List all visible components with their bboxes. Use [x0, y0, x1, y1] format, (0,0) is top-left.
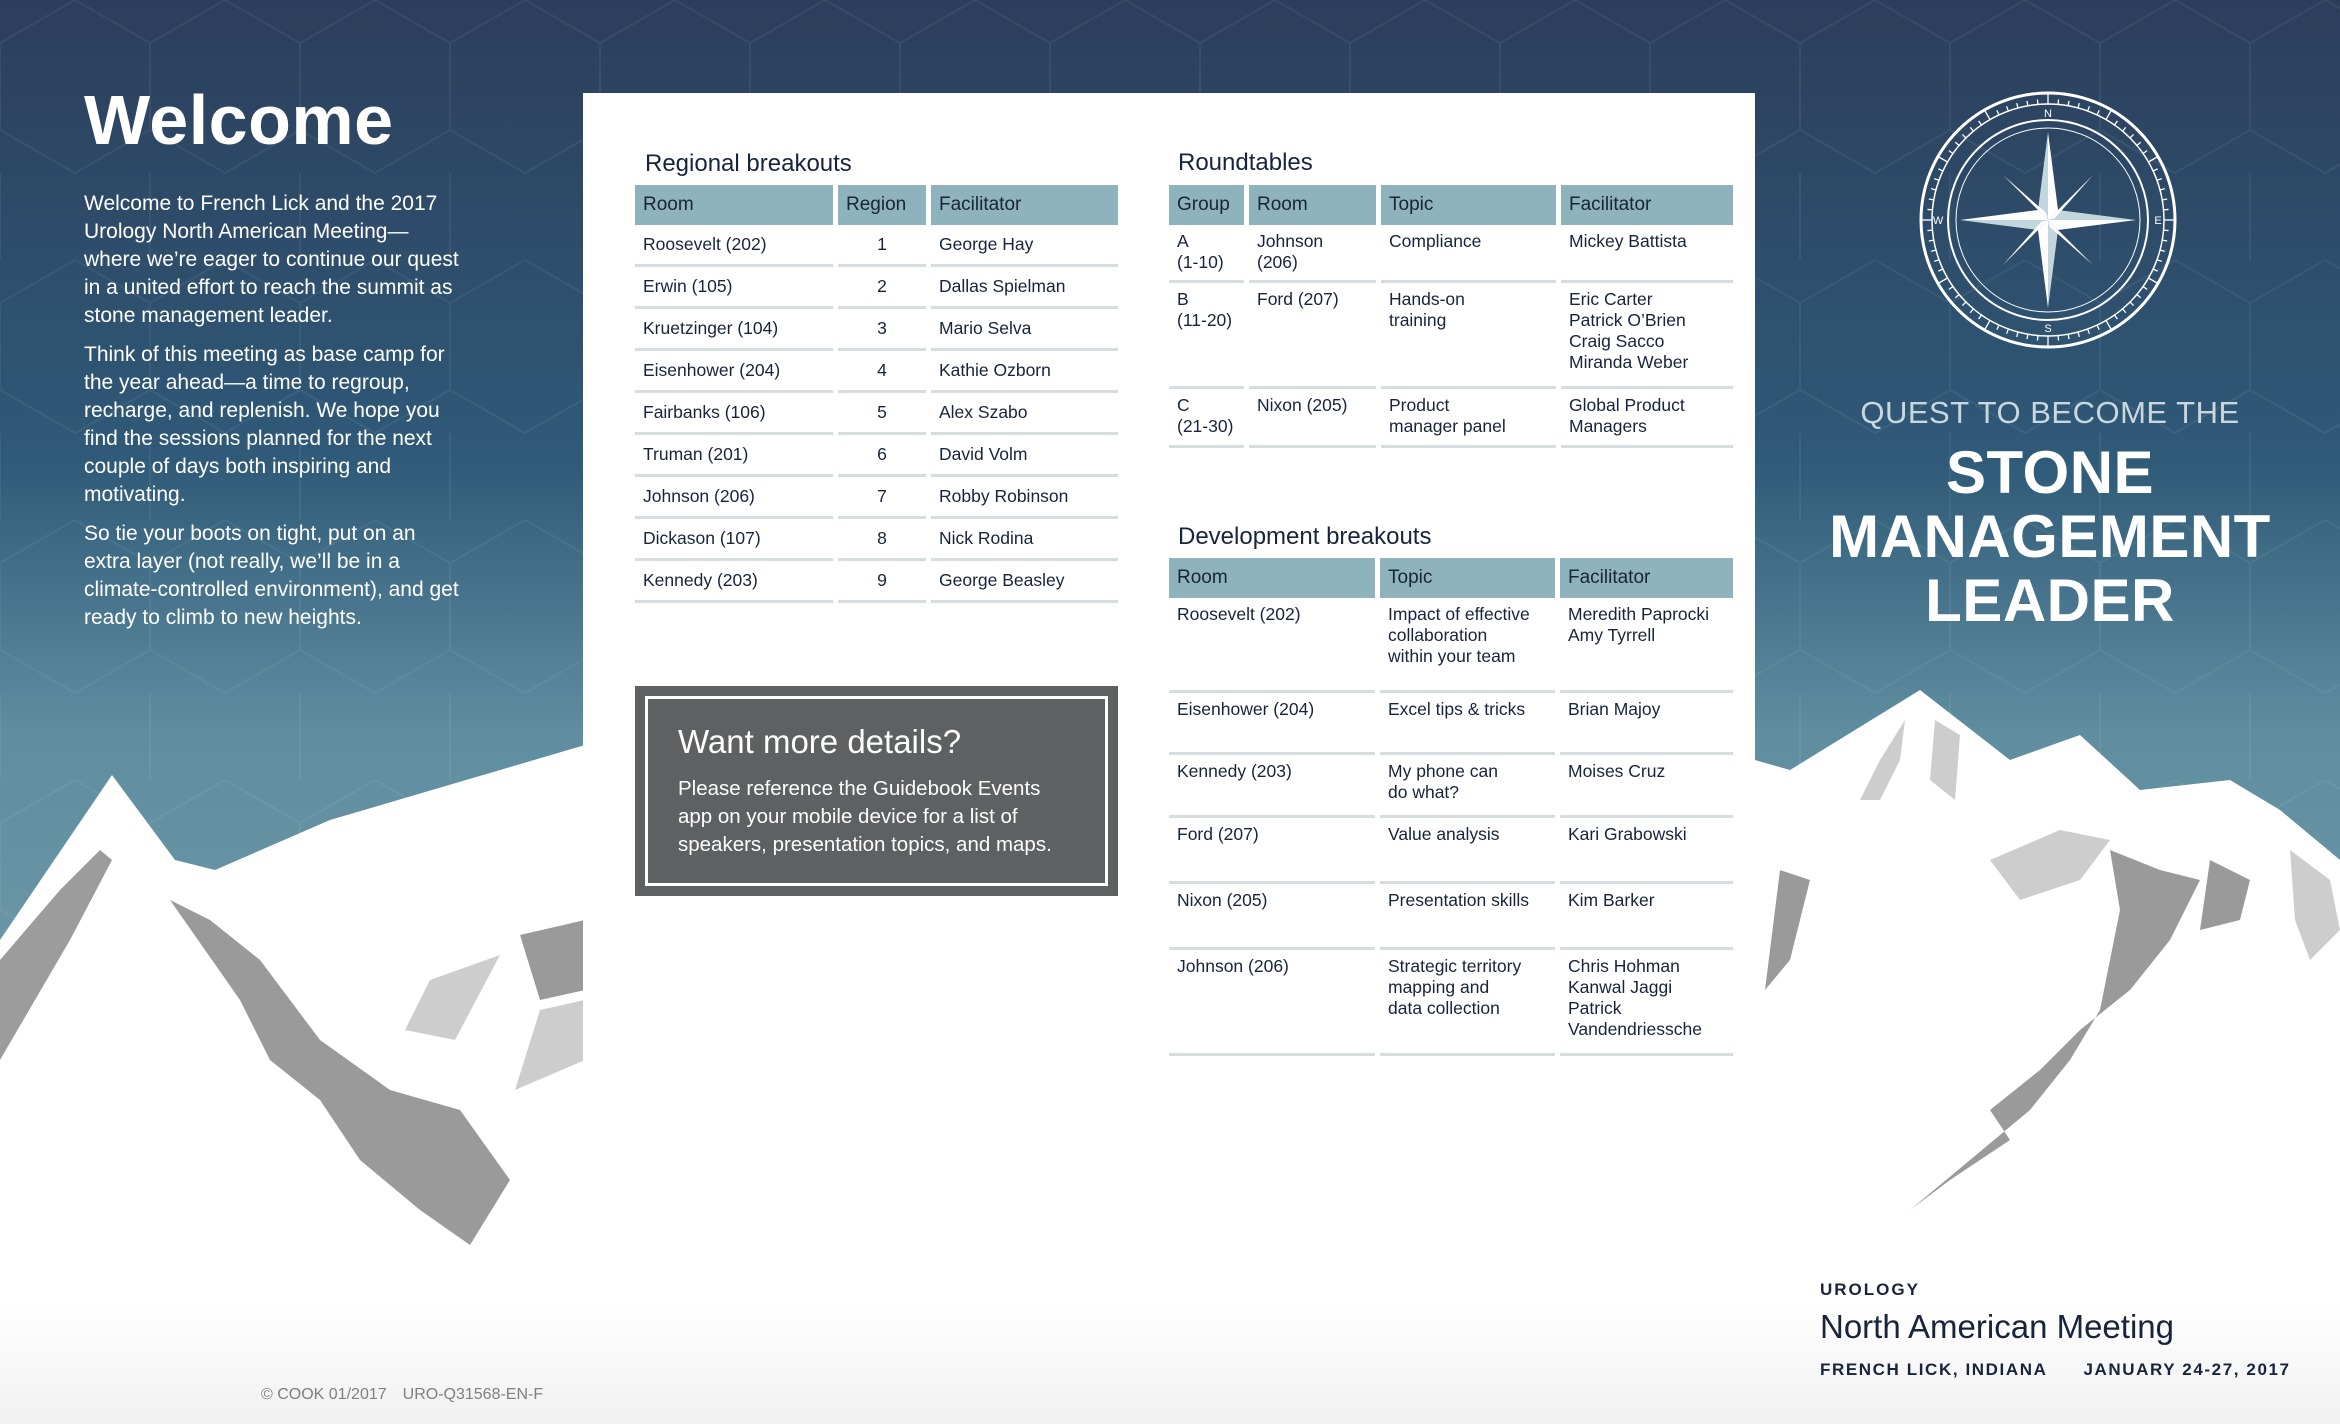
facilitator-cell — [1560, 598, 1733, 693]
topic-cell-line: do what? — [1388, 782, 1460, 802]
group-cell-line: (1-10) — [1177, 252, 1224, 272]
facilitator-cell-line: Chris Hohman — [1568, 956, 1680, 976]
table-row — [1169, 950, 1733, 1056]
table-row — [635, 225, 1118, 267]
facilitator-cell-line: Patrick O’Brien — [1569, 310, 1686, 330]
group-cell — [1169, 283, 1244, 389]
facilitator-cell-line: Craig Sacco — [1569, 331, 1665, 351]
table-row — [1169, 693, 1733, 755]
compass-tick — [2027, 101, 2028, 106]
topic-cell-line: data collection — [1388, 998, 1500, 1018]
facilitator-cell-line: Miranda Weber — [1569, 352, 1689, 372]
roundtables-header-group: Group — [1169, 185, 1244, 225]
topic-cell-line: Hands-on — [1389, 289, 1465, 309]
roundtables-header-room: Room — [1249, 185, 1376, 225]
table-row — [635, 561, 1118, 603]
facilitator-cell-line: Kanwal Jaggi — [1568, 977, 1673, 997]
group-cell-line: B — [1177, 289, 1189, 309]
room-cell: Fairbanks (106) — [635, 393, 833, 435]
details-callout — [635, 686, 1118, 896]
topic-cell — [1380, 884, 1555, 950]
topic-cell-line: Impact of effective — [1388, 604, 1530, 624]
topic-cell-line: mapping and — [1388, 977, 1490, 997]
compass-tick — [2068, 101, 2069, 106]
room-cell — [1169, 950, 1375, 1056]
compass-letter-s: S — [2044, 323, 2052, 335]
meeting-info — [1820, 1280, 2327, 1380]
facilitator-cell-line: Amy Tyrrell — [1568, 625, 1656, 645]
welcome-paragraph-3: So tie your boots on tight, put on an extra layer (not really, we’ll be in a climate-controlled environment), and get ready to climb to new heights. — [84, 522, 459, 629]
compass-letter-n: N — [2044, 108, 2052, 120]
topic-cell — [1381, 225, 1556, 283]
topic-cell-line: Excel tips & tricks — [1388, 699, 1526, 719]
quest-subtitle: QUEST TO BECOME THE — [1860, 395, 2240, 430]
facilitator-cell-line: Brian Majoy — [1568, 699, 1661, 719]
meeting-org: UROLOGY — [1820, 1280, 1920, 1299]
topic-cell — [1381, 283, 1556, 389]
table-row — [1169, 225, 1733, 283]
region-cell: 8 — [838, 519, 926, 561]
welcome-title: Welcome — [84, 81, 394, 159]
room-cell-line: Johnson (206) — [1257, 231, 1324, 272]
development-header-topic: Topic — [1380, 558, 1555, 598]
footer-code: URO-Q31568-EN-F — [402, 1386, 544, 1403]
facilitator-cell-line: Moises Cruz — [1568, 761, 1666, 781]
topic-cell — [1380, 755, 1555, 818]
development-title: Development breakouts — [1178, 523, 1432, 550]
roundtables-title: Roundtables — [1178, 149, 1313, 176]
facilitator-cell-line: Global Product — [1569, 395, 1685, 415]
topic-cell-line: training — [1389, 310, 1447, 330]
details-title: Want more details? — [678, 723, 962, 760]
table-row — [1169, 755, 1733, 818]
regional-table — [630, 185, 1123, 603]
facilitator-cell: George Hay — [931, 225, 1118, 267]
table-row — [635, 351, 1118, 393]
room-cell: Roosevelt (202) — [635, 225, 833, 267]
footer-copyright: © COOK 01/2017 — [261, 1386, 387, 1403]
quest-line-1: STONE — [1945, 439, 2155, 506]
facilitator-cell-line: Kari Grabowski — [1568, 824, 1687, 844]
table-row — [1169, 884, 1733, 950]
topic-cell-line: collaboration — [1388, 625, 1488, 645]
region-cell: 2 — [838, 267, 926, 309]
region-cell: 3 — [838, 309, 926, 351]
room-cell-line: Johnson (206) — [1177, 956, 1289, 976]
facilitator-cell: David Volm — [931, 435, 1118, 477]
group-cell — [1169, 225, 1244, 283]
facilitator-cell: Alex Szabo — [931, 393, 1118, 435]
topic-cell-line: Presentation skills — [1388, 890, 1530, 910]
facilitator-cell — [1560, 693, 1733, 755]
topic-cell — [1380, 598, 1555, 693]
table-row — [635, 519, 1118, 561]
table-row — [635, 477, 1118, 519]
facilitator-cell: Robby Robinson — [931, 477, 1118, 519]
room-cell — [1249, 389, 1376, 448]
welcome-paragraph-1: Welcome to French Lick and the 2017 Urology North American Meeting—where we’re eager to continue our quest in a united effort to reach the summit as stone management leader. — [84, 192, 459, 327]
compass-letter-e: E — [2154, 215, 2162, 227]
facilitator-cell-line: Eric Carter — [1569, 289, 1653, 309]
regional-header-facilitator: Facilitator — [931, 185, 1118, 225]
compass-letter-w: W — [1932, 215, 1944, 227]
region-cell: 4 — [838, 351, 926, 393]
topic-cell — [1380, 693, 1555, 755]
welcome-paragraph-2: Think of this meeting as base camp for the year ahead—a time to regroup, recharge, and replenish. We hope you find the sessions planned for the next couple of days both inspiring and motivating. — [84, 343, 445, 506]
table-row — [1169, 818, 1733, 884]
room-cell: Kennedy (203) — [635, 561, 833, 603]
topic-cell-line: Strategic territory — [1388, 956, 1522, 976]
group-cell — [1169, 389, 1244, 448]
table-row — [1169, 389, 1733, 448]
room-cell: Johnson (206) — [635, 477, 833, 519]
table-row — [635, 267, 1118, 309]
facilitator-cell — [1560, 950, 1733, 1056]
region-cell: 6 — [838, 435, 926, 477]
topic-cell-line: Value analysis — [1388, 824, 1500, 844]
regional-title: Regional breakouts — [645, 150, 852, 177]
room-cell-line: Kennedy (203) — [1177, 761, 1292, 781]
group-cell-line: (11-20) — [1177, 310, 1233, 330]
room-cell-line: Roosevelt (202) — [1177, 604, 1301, 624]
facilitator-cell-line: Patrick — [1568, 998, 1622, 1018]
room-cell — [1169, 755, 1375, 818]
development-header-facilitator: Facilitator — [1560, 558, 1733, 598]
room-cell — [1169, 818, 1375, 884]
room-cell — [1169, 598, 1375, 693]
roundtables-table — [1164, 185, 1738, 448]
compass-tick — [2068, 334, 2069, 339]
quest-line-3: LEADER — [1925, 567, 2175, 634]
room-cell — [1169, 884, 1375, 950]
table-row — [635, 393, 1118, 435]
region-cell: 1 — [838, 225, 926, 267]
meeting-dates: JANUARY 24-27, 2017 — [2083, 1360, 2291, 1379]
room-cell: Erwin (105) — [635, 267, 833, 309]
table-row — [635, 309, 1118, 351]
table-row — [1169, 283, 1733, 389]
facilitator-cell-line: Managers — [1569, 416, 1647, 436]
facilitator-cell — [1560, 884, 1733, 950]
table-row — [635, 435, 1118, 477]
topic-cell — [1380, 950, 1555, 1056]
facilitator-cell: Mario Selva — [931, 309, 1118, 351]
facilitator-cell: Kathie Ozborn — [931, 351, 1118, 393]
facilitator-cell: Dallas Spielman — [931, 267, 1118, 309]
facilitator-cell-line: Mickey Battista — [1569, 231, 1687, 251]
room-cell — [1249, 225, 1376, 283]
facilitator-cell-line: Kim Barker — [1568, 890, 1655, 910]
quest-heading — [1800, 395, 2300, 633]
facilitator-cell — [1560, 755, 1733, 818]
compass-tick — [2162, 240, 2167, 241]
region-cell: 5 — [838, 393, 926, 435]
room-cell-line: Nixon (205) — [1177, 890, 1268, 910]
room-cell: Dickason (107) — [635, 519, 833, 561]
topic-cell — [1381, 389, 1556, 448]
topic-cell-line: My phone can — [1388, 761, 1498, 781]
facilitator-cell-line: Vandendriessche — [1568, 1019, 1702, 1039]
table-row — [1169, 598, 1733, 693]
compass-tick — [2162, 199, 2167, 200]
meeting-location: FRENCH LICK, INDIANA — [1820, 1360, 2048, 1379]
facilitator-cell-line: Meredith Paprocki — [1568, 604, 1710, 624]
room-cell: Kruetzinger (104) — [635, 309, 833, 351]
region-cell: 9 — [838, 561, 926, 603]
topic-cell-line: within your team — [1388, 646, 1516, 666]
facilitator-cell — [1561, 389, 1733, 448]
facilitator-cell: Nick Rodina — [931, 519, 1118, 561]
room-cell-line: Eisenhower (204) — [1177, 699, 1315, 719]
details-frame — [645, 696, 1108, 886]
meeting-place-line — [1820, 1360, 2327, 1380]
welcome-section — [84, 80, 464, 643]
room-cell: Truman (201) — [635, 435, 833, 477]
topic-cell-line: Product — [1389, 395, 1450, 415]
room-cell-line: Ford (207) — [1177, 824, 1259, 844]
facilitator-cell — [1561, 225, 1733, 283]
topic-cell — [1380, 818, 1555, 884]
footer — [261, 1386, 559, 1404]
roundtables-header-facilitator: Facilitator — [1561, 185, 1733, 225]
topic-cell-line: Compliance — [1389, 231, 1482, 251]
facilitator-cell — [1561, 283, 1733, 389]
group-cell-line: C — [1177, 395, 1190, 415]
group-cell-line: (21-30) — [1177, 416, 1234, 436]
room-cell — [1249, 283, 1376, 389]
development-header-room: Room — [1169, 558, 1375, 598]
details-body: Please reference the Guidebook Events app on your mobile device for a list of speakers, presentation topics, and maps. — [678, 777, 1052, 856]
room-cell — [1169, 693, 1375, 755]
roundtables-header-topic: Topic — [1381, 185, 1556, 225]
topic-cell-line: manager panel — [1389, 416, 1506, 436]
compass-tick — [2027, 334, 2028, 339]
meeting-name: North American Meeting — [1820, 1308, 2174, 1345]
compass-tick — [1929, 199, 1934, 200]
group-cell-line: A — [1177, 231, 1189, 251]
room-cell-line: Ford (207) — [1257, 289, 1339, 309]
region-cell: 7 — [838, 477, 926, 519]
facilitator-cell — [1560, 818, 1733, 884]
compass-tick — [1929, 240, 1934, 241]
room-cell-line: Nixon (205) — [1257, 395, 1348, 415]
quest-line-2: MANAGEMENT — [1829, 503, 2271, 570]
regional-header-room: Room — [635, 185, 833, 225]
room-cell: Eisenhower (204) — [635, 351, 833, 393]
regional-header-region: Region — [838, 185, 926, 225]
facilitator-cell: George Beasley — [931, 561, 1118, 603]
development-table — [1164, 558, 1738, 1056]
